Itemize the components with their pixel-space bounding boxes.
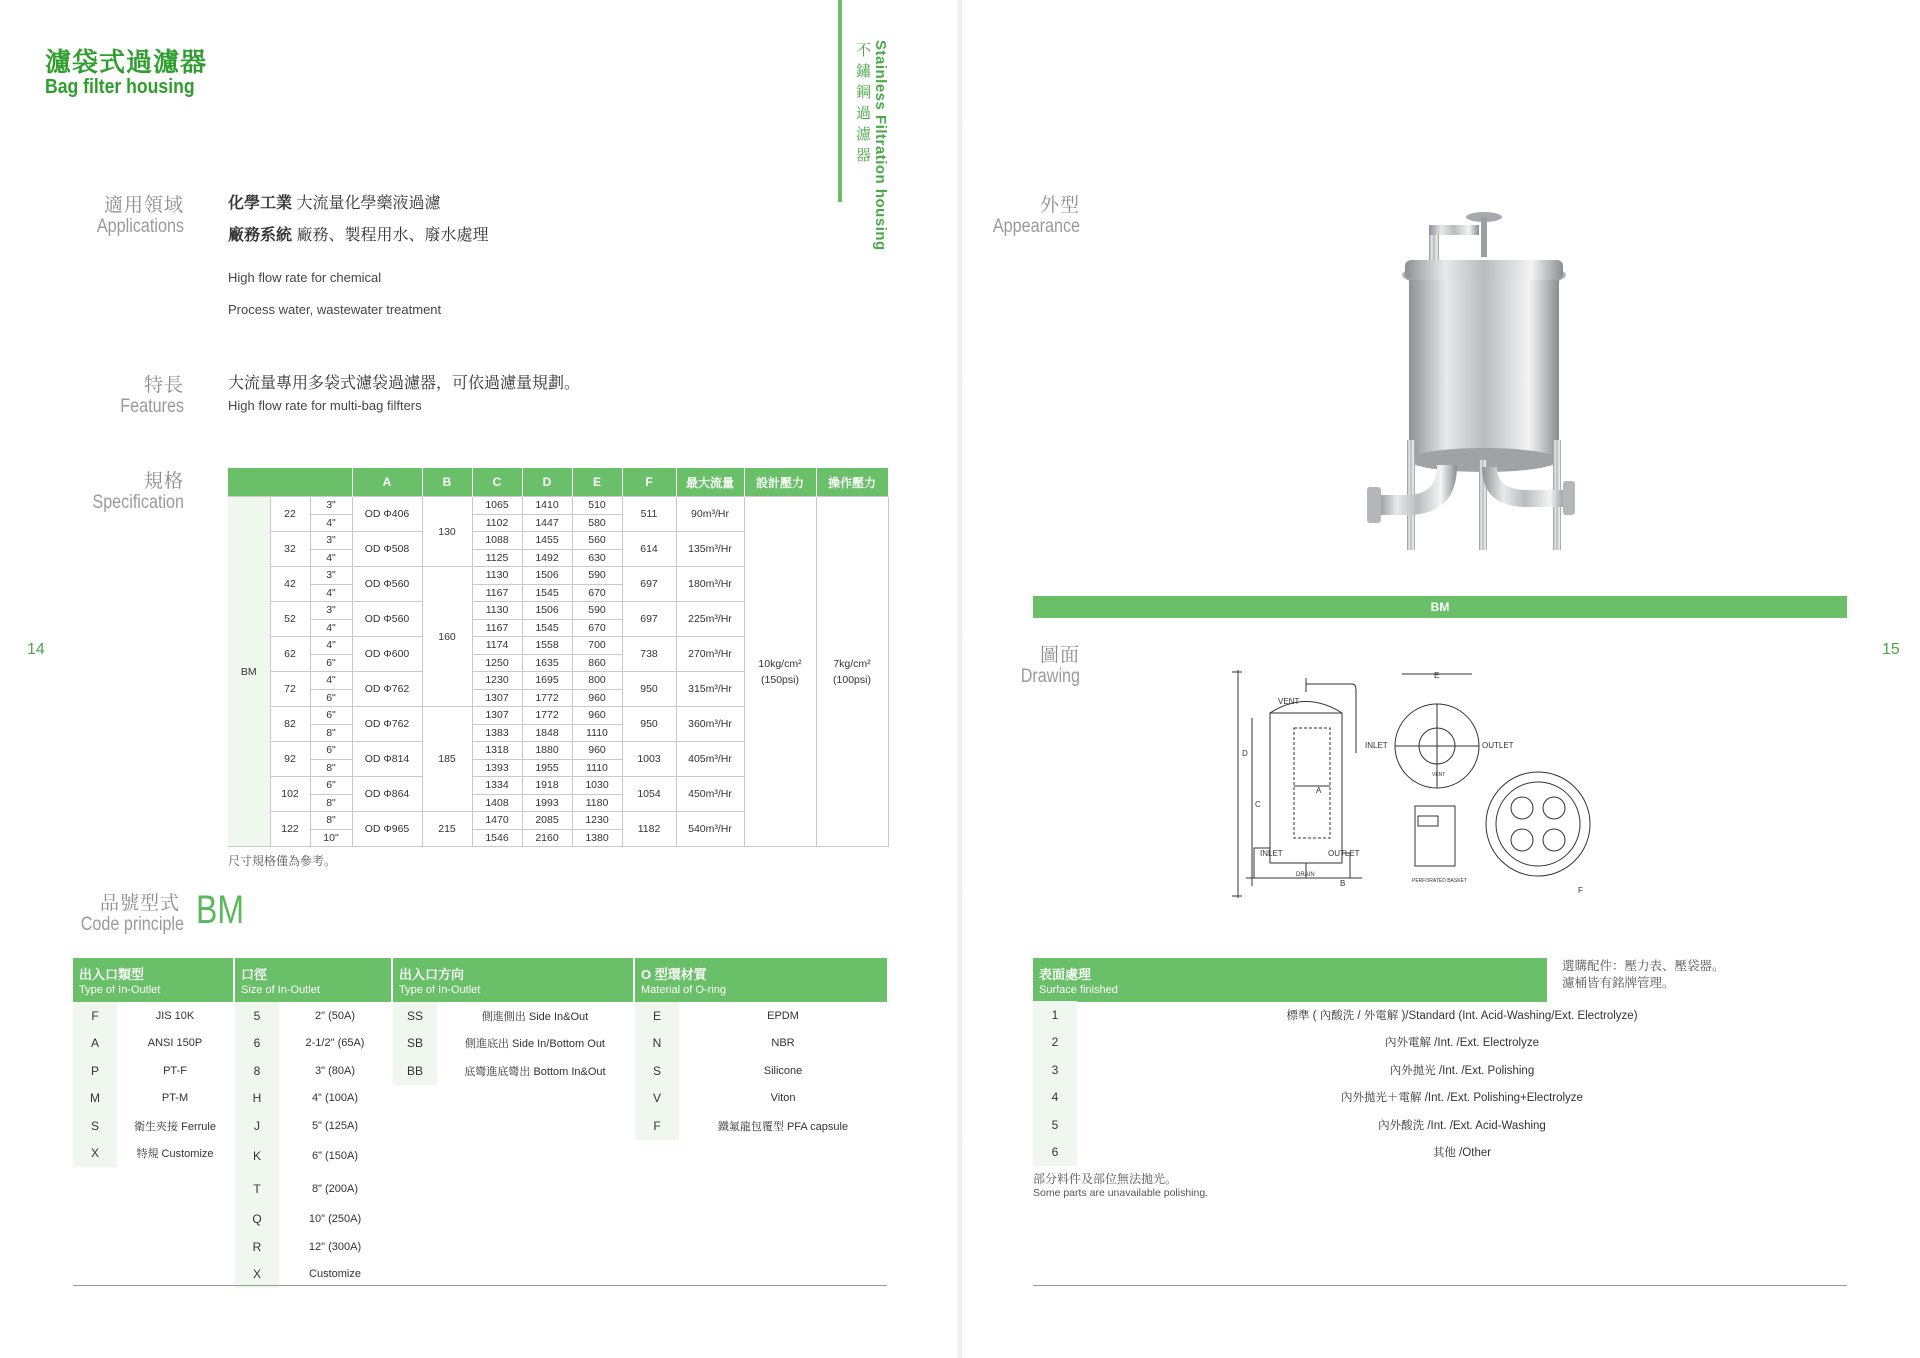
cp-inlet-type-column — [73, 958, 233, 1167]
cp-direction-column — [393, 958, 633, 1085]
spec-e-cell: 590 — [572, 602, 622, 620]
spec-flow-cell: 270m³/Hr — [676, 637, 744, 672]
cp-inlet_type-row — [73, 1002, 233, 1030]
cp-code: Q — [235, 1206, 279, 1234]
code-principle-label-en: Code principle — [80, 914, 184, 935]
spec-e-cell: 960 — [572, 689, 622, 707]
surface-finish-row — [1033, 1001, 1847, 1029]
spec-e-cell: 700 — [572, 637, 622, 655]
drawing-label-c: C — [1255, 800, 1261, 809]
spec-port-cell: 4" — [310, 637, 352, 655]
cp-code: S — [73, 1112, 117, 1140]
spec-f-cell: 1054 — [622, 777, 676, 812]
spec-port-cell: 6" — [310, 742, 352, 760]
spec-c-cell: 1130 — [472, 602, 522, 620]
spec-size-cell: 32 — [270, 532, 310, 567]
drawing-label-basket: PERFORATED BASKET — [1412, 878, 1467, 884]
spec-label-en: Specification — [92, 492, 184, 513]
spec-c-cell: 1546 — [472, 829, 522, 847]
cp-oring-row — [635, 1002, 887, 1030]
cp-value: 2-1/2" (65A) — [305, 1037, 365, 1050]
spec-row — [228, 497, 888, 515]
spec-b-cell: 130 — [422, 497, 472, 567]
cp-code: 5 — [235, 1002, 279, 1030]
spec-size-cell: 62 — [270, 637, 310, 672]
spec-d-cell: 1447 — [522, 514, 572, 532]
cp-value: 5" (125A) — [311, 1119, 359, 1132]
cp-code: SB — [393, 1030, 437, 1058]
spec-header-b: B — [422, 468, 472, 497]
spec-note: 尺寸規格僅為參考。 — [228, 854, 337, 868]
surface-value: 內外拋光 /Int. /Ext. Polishing — [1389, 1064, 1535, 1077]
cp-code: R — [235, 1233, 279, 1261]
spec-header-a: A — [352, 468, 422, 497]
cp-size-row — [235, 1206, 391, 1234]
surface-value: 內外酸洗 /Int. /Ext. Acid-Washing — [1378, 1119, 1546, 1132]
cp-inlet_type-row — [73, 1112, 233, 1140]
cp-value: 衛生夾接 Ferrule — [134, 1120, 216, 1133]
surface-value: 內外電解 /Int. /Ext. Electrolyze — [1384, 1037, 1539, 1050]
spec-a-cell: OD Φ814 — [352, 742, 422, 777]
cp-code: X — [235, 1261, 279, 1289]
cp-value: 側進側出 Side In&Out — [481, 1010, 589, 1023]
spec-header-design-pressure: 設計壓力 — [744, 468, 816, 497]
spec-port-cell: 4" — [310, 672, 352, 690]
cp-code: BB — [393, 1057, 437, 1085]
cp-oring-header: O 型環材質 Material of O-ring — [635, 958, 887, 1002]
spec-header-operating-pressure: 操作壓力 — [816, 468, 888, 497]
spec-port-cell: 4" — [310, 514, 352, 532]
cp-value: 底彎進底彎出 Bottom In&Out — [464, 1065, 606, 1078]
spec-f-cell: 950 — [622, 672, 676, 707]
spec-label-zh: 規格 — [143, 471, 184, 492]
spec-e-cell: 670 — [572, 619, 622, 637]
spec-c-cell: 1230 — [472, 672, 522, 690]
cp-size-row — [235, 1002, 391, 1030]
drawing-label-inlet-top: INLET — [1365, 741, 1388, 750]
spec-d-cell: 1506 — [522, 567, 572, 585]
spec-operating-pressure-cell: 7kg/cm² (100psi) — [816, 497, 888, 847]
cp-code: T — [235, 1173, 279, 1206]
drawing-label-vent: VENT — [1278, 697, 1300, 706]
spec-d-cell: 1545 — [522, 619, 572, 637]
spec-e-cell: 960 — [572, 707, 622, 725]
cp-code: E — [635, 1002, 679, 1030]
spec-header-f: F — [622, 468, 676, 497]
cp-code: F — [635, 1112, 679, 1140]
applications-label-en: Applications — [96, 216, 184, 237]
applications-line1-text: 大流量化學藥液過濾 — [296, 195, 441, 212]
spec-d-cell: 2160 — [522, 829, 572, 847]
spec-e-cell: 1230 — [572, 812, 622, 830]
spec-d-cell: 1492 — [522, 549, 572, 567]
spec-d-cell: 1455 — [522, 532, 572, 550]
cp-value: 側進底出 Side In/Bottom Out — [465, 1038, 605, 1051]
spec-size-cell: 22 — [270, 497, 310, 532]
spec-b-cell: 160 — [422, 567, 472, 707]
spec-flow-cell: 405m³/Hr — [676, 742, 744, 777]
drawing-label-outlet: OUTLET — [1328, 849, 1360, 858]
spec-c-cell: 1130 — [472, 567, 522, 585]
cp-code: V — [635, 1085, 679, 1113]
cp-oring-row — [635, 1112, 887, 1140]
spec-e-cell: 860 — [572, 654, 622, 672]
code-principle-model: BM — [196, 888, 244, 932]
spec-f-cell: 950 — [622, 707, 676, 742]
spec-header-c: C — [472, 468, 522, 497]
spec-a-cell: OD Φ965 — [352, 812, 422, 847]
cp-size-row — [235, 1030, 391, 1058]
drawing-label-e: E — [1434, 671, 1440, 680]
spec-size-cell: 122 — [270, 812, 310, 847]
surface-finish-row — [1033, 1056, 1847, 1084]
features-zh: 大流量專用多袋式濾袋過濾器，可依過濾量規劃。 — [228, 375, 581, 392]
options-line1: 選購配件：壓力表、壓袋器。 — [1562, 959, 1725, 973]
cp-code: SS — [393, 1002, 437, 1030]
appearance-label-en: Appearance — [992, 216, 1080, 237]
spec-d-cell: 1635 — [522, 654, 572, 672]
spec-flow-cell: 450m³/Hr — [676, 777, 744, 812]
applications-line1 — [228, 190, 440, 213]
surface-code: 5 — [1033, 1111, 1077, 1139]
spec-d-cell: 1410 — [522, 497, 572, 515]
spec-c-cell: 1393 — [472, 759, 522, 777]
spec-size-cell: 72 — [270, 672, 310, 707]
surface-finish-row — [1033, 1139, 1847, 1167]
applications-line2 — [228, 222, 488, 245]
cp-value: 8" (200A) — [311, 1183, 359, 1195]
cp-code: 6 — [235, 1030, 279, 1058]
spec-table — [228, 468, 889, 847]
page-title-en: Bag filter housing — [45, 76, 195, 98]
spec-c-cell: 1318 — [472, 742, 522, 760]
spec-a-cell: OD Φ560 — [352, 567, 422, 602]
appearance-label-zh: 外型 — [1039, 195, 1080, 216]
spec-port-cell: 8" — [310, 794, 352, 812]
drawing-label-en: Drawing — [1020, 666, 1080, 687]
cp-code: J — [235, 1112, 279, 1140]
cp-value: 3" (80A) — [315, 1064, 355, 1077]
spec-port-cell: 3" — [310, 532, 352, 550]
cp-value: 12" (300A) — [308, 1240, 362, 1253]
cp-value: 6" (150A) — [311, 1150, 359, 1162]
spec-e-cell: 1110 — [572, 724, 622, 742]
spec-b-cell: 185 — [422, 707, 472, 812]
spec-d-cell: 1558 — [522, 637, 572, 655]
spec-e-cell: 580 — [572, 514, 622, 532]
spec-a-cell: OD Φ864 — [352, 777, 422, 812]
cp-oring-row — [635, 1030, 887, 1058]
surface-value: 其他 /Other — [1432, 1147, 1492, 1160]
applications-en1: High flow rate for chemical — [228, 270, 382, 285]
cp-code: F — [73, 1002, 117, 1030]
spec-flow-cell: 135m³/Hr — [676, 532, 744, 567]
cp-size-row — [235, 1261, 391, 1289]
spec-e-cell: 590 — [572, 567, 622, 585]
cp-direction-row — [393, 1057, 633, 1085]
cp-value: Customize — [309, 1268, 361, 1281]
cp-value: 2" (50A) — [315, 1009, 355, 1022]
spec-d-cell: 1880 — [522, 742, 572, 760]
spec-header-d: D — [522, 468, 572, 497]
code-principle-label-zh: 品號型式 — [99, 893, 180, 914]
spec-d-cell: 1918 — [522, 777, 572, 795]
spec-port-cell: 6" — [310, 654, 352, 672]
spec-port-cell: 3" — [310, 497, 352, 515]
spec-c-cell: 1307 — [472, 707, 522, 725]
cp-size-row — [235, 1112, 391, 1140]
cp-code: 8 — [235, 1057, 279, 1085]
spec-e-cell: 1110 — [572, 759, 622, 777]
drawing-label-d: D — [1242, 749, 1248, 758]
right-page — [962, 0, 1920, 1358]
cp-oring-row — [635, 1085, 887, 1113]
cp-size-row — [235, 1233, 391, 1261]
spec-port-cell: 6" — [310, 707, 352, 725]
spec-c-cell: 1307 — [472, 689, 522, 707]
spec-b-cell: 215 — [422, 812, 472, 847]
side-label-zh: 不鏽鋼過濾器 — [854, 42, 871, 168]
cp-value: PT-M — [161, 1092, 189, 1105]
cp-code: S — [635, 1057, 679, 1085]
page-number-left: 14 — [27, 641, 45, 658]
spec-e-cell: 1380 — [572, 829, 622, 847]
spec-c-cell: 1167 — [472, 619, 522, 637]
surface-code: 1 — [1033, 1001, 1077, 1029]
cp-size-row — [235, 1140, 391, 1173]
cp-size-row — [235, 1085, 391, 1113]
spec-port-cell: 8" — [310, 812, 352, 830]
spec-e-cell: 670 — [572, 584, 622, 602]
spec-c-cell: 1383 — [472, 724, 522, 742]
cp-size-header: 口徑 Size of In-Outlet — [235, 958, 391, 1002]
spec-a-cell: OD Φ762 — [352, 672, 422, 707]
cp-code: N — [635, 1030, 679, 1058]
spec-port-cell: 8" — [310, 724, 352, 742]
spec-e-cell: 800 — [572, 672, 622, 690]
spec-port-cell: 4" — [310, 619, 352, 637]
drawing-label-outlet-top: OUTLET — [1482, 741, 1514, 750]
cp-direction-header: 出入口方向 Type of In-Outlet — [393, 958, 633, 1002]
cp-size-row — [235, 1057, 391, 1085]
spec-c-cell: 1334 — [472, 777, 522, 795]
spec-d-cell: 1695 — [522, 672, 572, 690]
page-number-right: 15 — [1882, 641, 1900, 658]
spec-port-cell: 8" — [310, 759, 352, 777]
spec-c-cell: 1065 — [472, 497, 522, 515]
spec-port-cell: 10" — [310, 829, 352, 847]
cp-value: EPDM — [767, 1009, 799, 1022]
applications-label-zh: 適用領域 — [103, 195, 184, 216]
cp-oring-column — [635, 958, 887, 1140]
surface-finish-row — [1033, 1029, 1847, 1057]
spec-flow-cell: 540m³/Hr — [676, 812, 744, 847]
cp-value: JIS 10K — [155, 1009, 195, 1022]
applications-line1-bold: 化學工業 — [228, 195, 293, 212]
surface-code: 3 — [1033, 1056, 1077, 1084]
spec-flow-cell: 360m³/Hr — [676, 707, 744, 742]
drawing-label-zh: 圖面 — [1039, 645, 1080, 666]
spec-e-cell: 960 — [572, 742, 622, 760]
spec-port-cell: 6" — [310, 777, 352, 795]
cp-inlet_type-row — [73, 1057, 233, 1085]
spec-e-cell: 1180 — [572, 794, 622, 812]
applications-line2-text: 廠務、製程用水、廢水處理 — [296, 227, 489, 244]
cp-inlet_type-row — [73, 1085, 233, 1113]
spec-d-cell: 1545 — [522, 584, 572, 602]
technical-drawing — [1232, 668, 1632, 900]
spec-size-cell: 82 — [270, 707, 310, 742]
surface-value: 內外拋光＋電解 /Int. /Ext. Polishing+Electrolyze — [1341, 1092, 1583, 1105]
spec-port-cell: 4" — [310, 549, 352, 567]
spec-c-cell: 1167 — [472, 584, 522, 602]
cp-value: 鐵氟龍包覆型 PFA capsule — [717, 1120, 849, 1133]
cp-code: H — [235, 1085, 279, 1113]
spec-f-cell: 738 — [622, 637, 676, 672]
surface-finish-row — [1033, 1111, 1847, 1139]
spec-f-cell: 697 — [622, 602, 676, 637]
spec-a-cell: OD Φ406 — [352, 497, 422, 532]
model-bar: BM — [1033, 596, 1847, 618]
surface-finish-table — [1033, 958, 1547, 1002]
spec-header-e: E — [572, 468, 622, 497]
drawing-label-drain: DRAIN — [1296, 872, 1315, 878]
spec-e-cell: 630 — [572, 549, 622, 567]
spec-a-cell: OD Φ600 — [352, 637, 422, 672]
surface-finish-rows — [1033, 1001, 1847, 1166]
spec-f-cell: 511 — [622, 497, 676, 532]
applications-en2: Process water, wastewater treatment — [228, 302, 442, 317]
spec-d-cell: 1772 — [522, 707, 572, 725]
spec-c-cell: 1250 — [472, 654, 522, 672]
surface-note-zh: 部分料件及部位無法拋光。 — [1033, 1172, 1178, 1186]
surface-finish-header: 表面處理 Surface finished — [1033, 958, 1547, 1002]
cp-oring-row — [635, 1057, 887, 1085]
spec-flow-cell: 180m³/Hr — [676, 567, 744, 602]
surface-note-en: Some parts are unavailable polishing. — [1033, 1187, 1209, 1199]
cp-value: PT-F — [163, 1064, 187, 1077]
surface-bottom-rule — [1033, 1285, 1847, 1286]
spec-size-cell: 42 — [270, 567, 310, 602]
spec-f-cell: 697 — [622, 567, 676, 602]
cp-direction-row — [393, 1002, 633, 1030]
side-accent-bar — [838, 0, 842, 202]
spec-size-cell: 52 — [270, 602, 310, 637]
surface-value: 標準 ( 內酸洗 / 外電解 )/Standard (Int. Acid-Washing/Ext. Electrolyze) — [1286, 1009, 1638, 1022]
cp-bottom-rule — [73, 1285, 887, 1286]
spec-d-cell: 1506 — [522, 602, 572, 620]
spec-size-cell: 92 — [270, 742, 310, 777]
cp-value: 4" (100A) — [311, 1092, 359, 1105]
cp-code: K — [235, 1140, 279, 1173]
applications-line2-bold: 廠務系統 — [228, 227, 293, 244]
cp-value: Silicone — [763, 1064, 803, 1077]
surface-code: 6 — [1033, 1139, 1077, 1167]
spec-port-cell: 3" — [310, 567, 352, 585]
cp-value: ANSI 150P — [147, 1037, 203, 1050]
drawing-label-vent-top: VENT — [1432, 772, 1446, 778]
spec-model-cell: BM — [228, 497, 270, 847]
spec-c-cell: 1125 — [472, 549, 522, 567]
side-label-en: Stainless Filtration housing — [872, 40, 889, 251]
spec-port-cell: 3" — [310, 602, 352, 620]
cp-value: 10" (250A) — [308, 1213, 362, 1226]
spec-d-cell: 1993 — [522, 794, 572, 812]
features-label-en: Features — [120, 396, 184, 417]
surface-code: 2 — [1033, 1029, 1077, 1057]
cp-code: A — [73, 1030, 117, 1058]
spec-e-cell: 1030 — [572, 777, 622, 795]
spec-d-cell: 1772 — [522, 689, 572, 707]
spec-flow-cell: 315m³/Hr — [676, 672, 744, 707]
spec-c-cell: 1174 — [472, 637, 522, 655]
spec-f-cell: 1182 — [622, 812, 676, 847]
spec-port-cell: 6" — [310, 689, 352, 707]
cp-code: P — [73, 1057, 117, 1085]
cp-direction-row — [393, 1030, 633, 1058]
spec-header-blank — [228, 468, 352, 497]
spec-c-cell: 1470 — [472, 812, 522, 830]
cp-value: NBR — [771, 1037, 795, 1050]
spec-design-pressure-cell: 10kg/cm² (150psi) — [744, 497, 816, 847]
spec-header-row — [228, 468, 888, 497]
spec-a-cell: OD Φ762 — [352, 707, 422, 742]
left-page — [0, 0, 958, 1358]
spec-a-cell: OD Φ508 — [352, 532, 422, 567]
spec-size-cell: 102 — [270, 777, 310, 812]
features-en: High flow rate for multi-bag filfters — [228, 398, 422, 413]
drawing-label-a: A — [1316, 786, 1322, 795]
options-line2: 濾桶皆有銘牌管理。 — [1562, 976, 1675, 990]
page-title-zh: 濾袋式過濾器 — [45, 47, 208, 77]
spec-c-cell: 1088 — [472, 532, 522, 550]
spec-flow-cell: 90m³/Hr — [676, 497, 744, 532]
spec-f-cell: 614 — [622, 532, 676, 567]
cp-code: X — [73, 1140, 117, 1168]
cp-size-column — [235, 958, 391, 1288]
spec-f-cell: 1003 — [622, 742, 676, 777]
drawing-label-f: F — [1578, 886, 1583, 895]
spec-flow-cell: 225m³/Hr — [676, 602, 744, 637]
spec-d-cell: 2085 — [522, 812, 572, 830]
spec-e-cell: 510 — [572, 497, 622, 515]
cp-inlet-type-header: 出入口類型 Type of In-Outlet — [73, 958, 233, 1002]
spec-c-cell: 1102 — [472, 514, 522, 532]
product-photo — [1367, 205, 1577, 550]
spec-c-cell: 1408 — [472, 794, 522, 812]
surface-code: 4 — [1033, 1084, 1077, 1112]
cp-inlet_type-row — [73, 1030, 233, 1058]
spec-d-cell: 1955 — [522, 759, 572, 777]
spec-e-cell: 560 — [572, 532, 622, 550]
cp-size-row — [235, 1173, 391, 1206]
spec-d-cell: 1848 — [522, 724, 572, 742]
cp-value: Viton — [770, 1092, 796, 1105]
spec-a-cell: OD Φ560 — [352, 602, 422, 637]
surface-finish-row — [1033, 1084, 1847, 1112]
drawing-label-b: B — [1340, 879, 1346, 888]
cp-value: 特規 Customize — [136, 1148, 214, 1161]
cp-code: M — [73, 1085, 117, 1113]
spec-header-flow: 最大流量 — [676, 468, 744, 497]
spec-port-cell: 4" — [310, 584, 352, 602]
drawing-label-inlet: INLET — [1260, 849, 1283, 858]
cp-inlet_type-row — [73, 1140, 233, 1168]
features-label-zh: 特長 — [143, 375, 184, 396]
